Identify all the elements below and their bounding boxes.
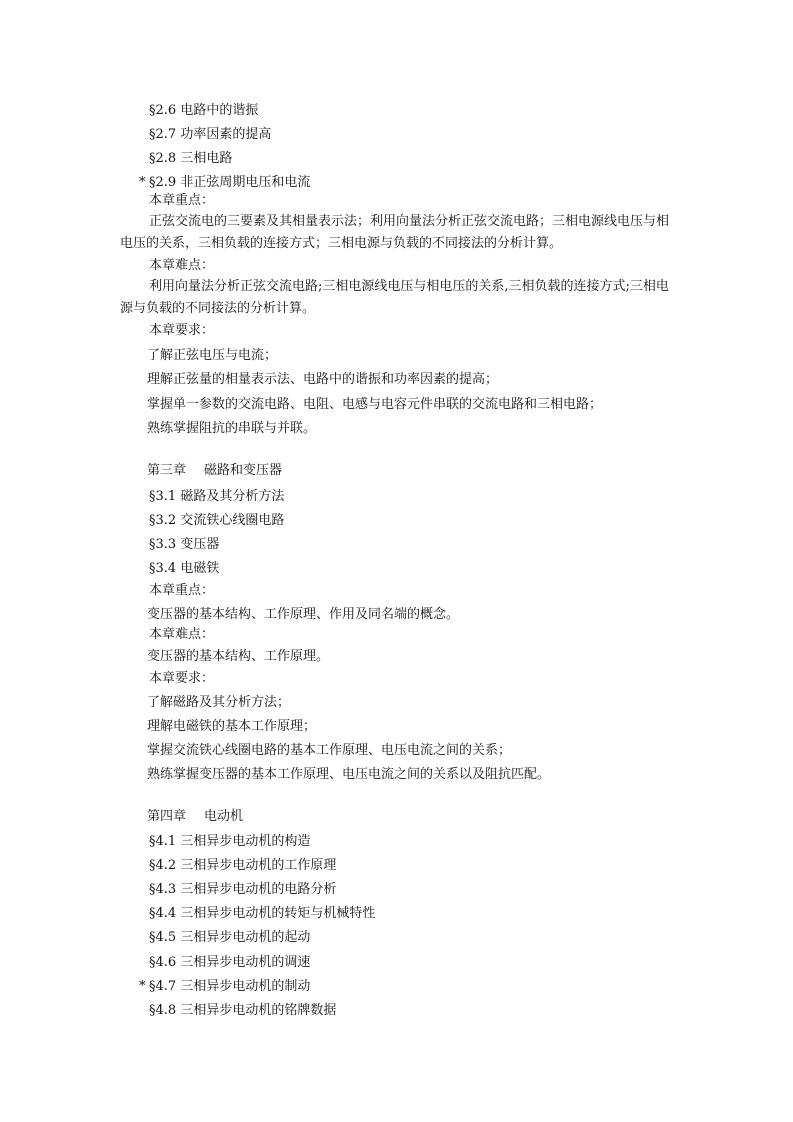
toc-entry-4-2: §4.2 三相异步电动机的工作原理 [149, 858, 337, 873]
toc-entry-2-9: * §2.9 非正弦周期电压和电流 [139, 175, 311, 190]
toc-entry-4-3: §4.3 三相异步电动机的电路分析 [149, 882, 337, 897]
ch3-requirement-item: 理解电磁铁的基本工作原理； [147, 719, 317, 734]
toc-entry-3-2: §3.2 交流铁心线圈电路 [149, 513, 285, 528]
ch3-requirement-item: 了解磁路及其分析方法； [147, 695, 291, 710]
toc-entry-4-7: * §4.7 三相异步电动机的制动 [139, 979, 311, 994]
ch3-key-label: 本章重点： [149, 583, 215, 598]
ch3-requirement-item: 掌握交流铁心线圈电路的基本工作原理、电压电流之间的关系； [147, 743, 512, 758]
toc-entry-4-8: §4.8 三相异步电动机的铭牌数据 [149, 1003, 337, 1018]
toc-entry-4-4: §4.4 三相异步电动机的转矩与机械特性 [149, 906, 376, 921]
toc-entry-4-5: §4.5 三相异步电动机的起动 [149, 930, 311, 945]
ch2-key-label: 本章重点： [149, 193, 215, 208]
ch3-difficulty-text: 变压器的基本结构、工作原理。 [147, 649, 330, 664]
ch2-requirement-item: 掌握单一参数的交流电路、电阻、电感与电容元件串联的交流电路和三相电路； [147, 397, 603, 412]
ch2-requirement-item: 了解正弦电压与电流； [147, 348, 278, 363]
optional-mark: * [139, 979, 146, 994]
optional-mark: * [139, 175, 146, 190]
ch2-requirements-label: 本章要求： [149, 323, 215, 338]
ch3-requirement-item: 熟练掌握变压器的基本工作原理、电压电流之间的关系以及阻抗匹配。 [147, 767, 551, 782]
ch3-difficulty-label: 本章难点： [149, 627, 215, 642]
toc-entry-2-7: §2.7 功率因素的提高 [149, 127, 272, 142]
ch2-key-text: 正弦交流电的三要素及其相量表示法；利用向量法分析正弦交流电路；三相电源线电压与相电压的关系，三相负载的连接方式；三相电源与负载的不同接法的分析计算。 [120, 214, 670, 251]
toc-entry-4-1: §4.1 三相异步电动机的构造 [149, 834, 311, 849]
ch3-key-text: 变压器的基本结构、工作原理、作用及同名端的概念。 [147, 607, 460, 622]
ch2-difficulty-text: 利用向量法分析正弦交流电路;三相电源线电压与相电压的关系,三相负载的连接方式;三相电源与负载的不同接法的分析计算。 [120, 279, 669, 316]
ch3-requirements-label: 本章要求： [149, 671, 215, 686]
chapter-3-heading: 第三章 磁路和变压器 [147, 463, 283, 478]
toc-entry-2-8: §2.8 三相电路 [149, 151, 233, 166]
ch2-difficulty-label: 本章难点： [149, 258, 215, 273]
ch2-requirement-item: 理解正弦量的相量表示法、电路中的谐振和功率因素的提高； [147, 372, 499, 387]
toc-entry-2-6: §2.6 电路中的谐振 [149, 103, 259, 118]
toc-entry-3-3: §3.3 变压器 [149, 537, 220, 552]
chapter-4-heading: 第四章 电动机 [147, 809, 244, 824]
toc-entry-3-1: §3.1 磁路及其分析方法 [149, 489, 285, 504]
toc-entry-4-6: §4.6 三相异步电动机的调速 [149, 955, 311, 970]
ch2-requirement-item: 熟练掌握阻抗的串联与并联。 [147, 421, 317, 436]
toc-entry-3-4: §3.4 电磁铁 [149, 561, 220, 576]
